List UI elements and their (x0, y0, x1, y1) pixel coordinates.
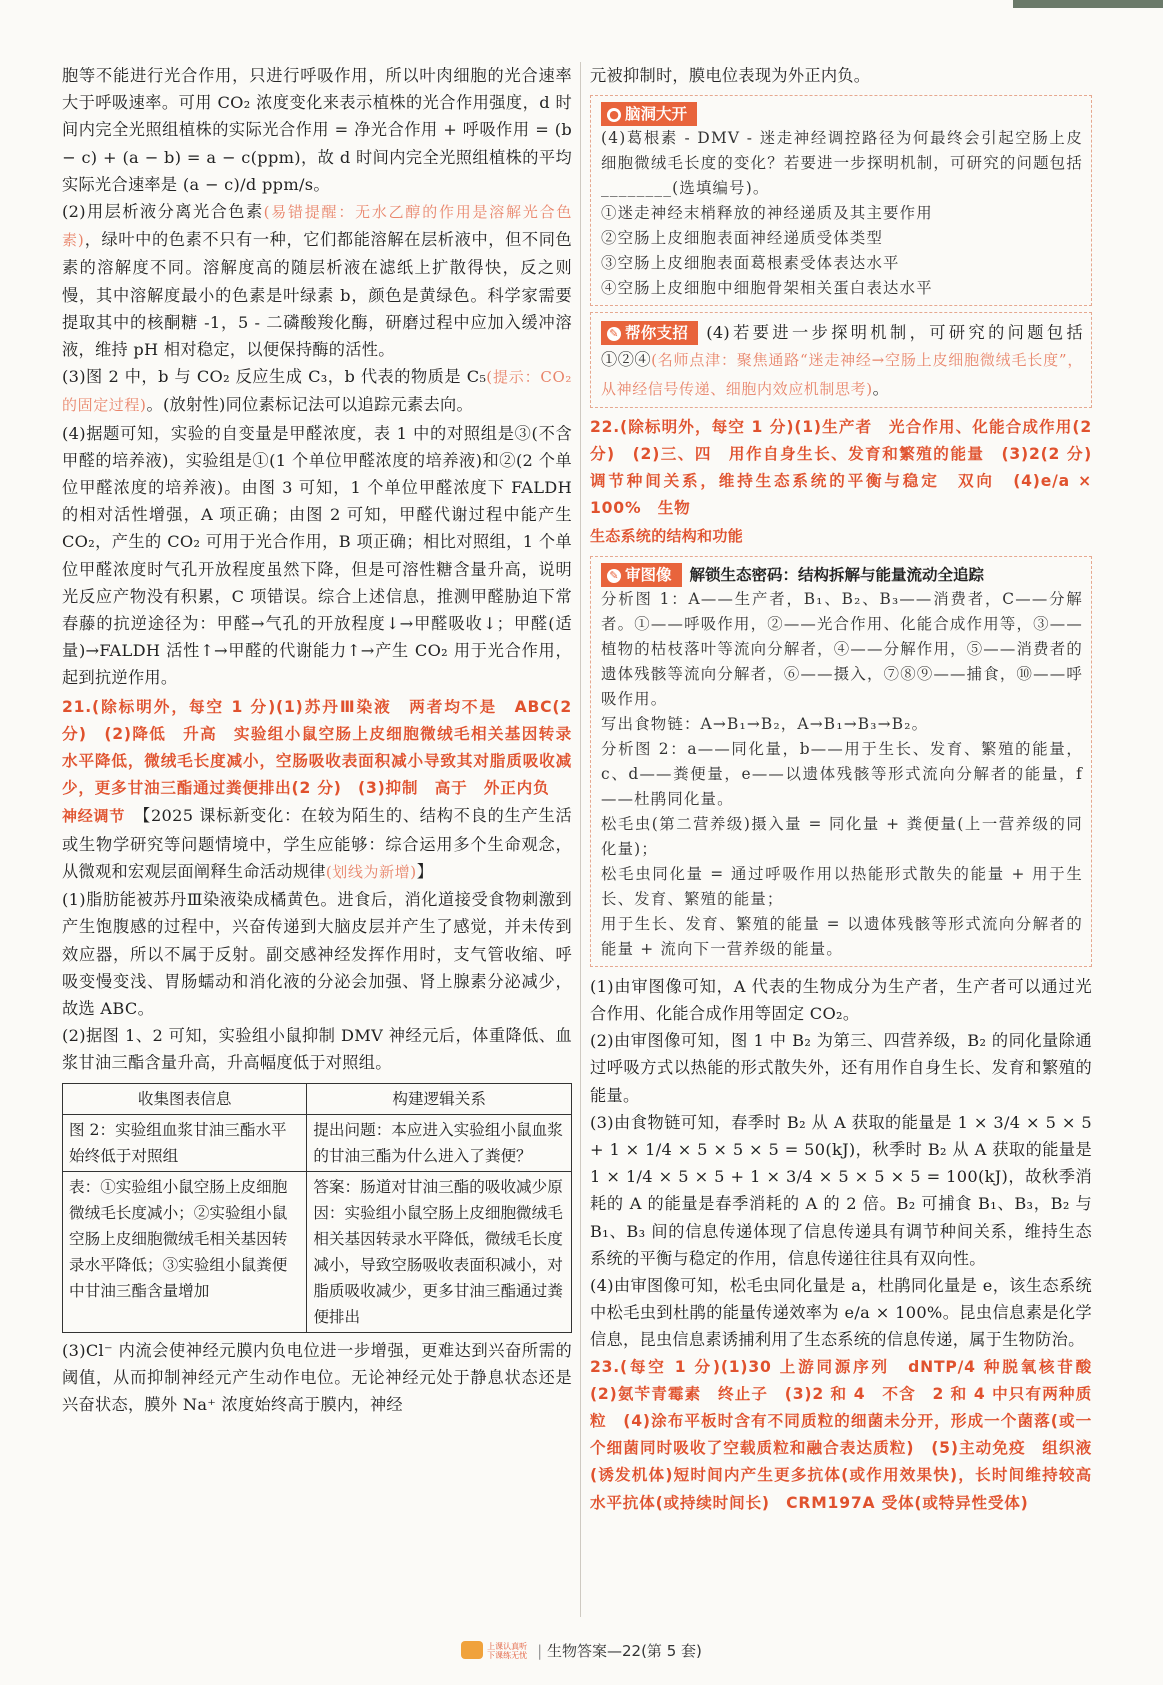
top-edge-bar (1013, 0, 1163, 8)
box-subtitle: 解锁生态密码：结构拆解与能量流动全追踪 (689, 565, 985, 584)
option-item: ①迷走神经末梢释放的神经递质及其主要作用 (601, 204, 933, 223)
tip-note: (易错提醒：无水乙醇的作用是溶解光合色素) (62, 203, 572, 250)
table-header: 收集图表信息 (63, 1083, 307, 1114)
tip-note: (提示：CO₂ 的固定过程) (62, 368, 573, 415)
logic-table (62, 1083, 572, 1333)
paragraph: (2)用层析液分离光合色素(易错提醒：无水乙醇的作用是溶解光合色素)，绿叶中的色素不只有一种，它们都能溶解在层析液中，但不同色素的溶解度不同。溶解度高的随层析液在滤纸上扩散得快，反之则慢，其中溶解度最小的色素是叶绿素 b，颜色是黄绿色。科学家需要提取其中的核酮糖 -1，5 - 二磷酸羧化酶，研磨过程中应加入缓冲溶液，维持 pH 相对稳定，以便保持酶的活性。 (62, 202, 572, 360)
paragraph: (3)Cl⁻ 内流会使神经元膜内负电位进一步增强，更难达到兴奋所需的阈值，从而抑制神经元产生动作电位。无论神经元处于静息状态还是兴奋状态，膜外 Na⁺ 浓度始终高于膜内，神经 (62, 1340, 572, 1414)
option-item: ③空肠上皮细胞表面葛根素受体表达水平 (601, 254, 900, 273)
paragraph: (4)由审图像可知，松毛虫同化量是 a，杜鹃同化量是 e，该生态系统中松毛虫到杜鹃的能量传递效率为 e/a × 100%。昆虫信息素是化学信息，昆虫信息素诱捕利用了生态系统的信息传递，属于生物防治。 (590, 1276, 1092, 1350)
box-header: ✎ 帮你支招 (601, 321, 698, 345)
table-cell: 答案：肠道对甘油三酯的吸收减少原因：实验组小鼠空肠上皮细胞微绒毛相关基因转录水平降低，微绒毛长度减小，导致空肠吸收表面积减小，对脂质吸收减少，更多甘油三酯通过粪便排出 (307, 1171, 572, 1332)
paragraph: (1)脂肪能被苏丹Ⅲ染液染成橘黄色。进食后，消化道接受食物刺激到产生饱腹感的过程中，兴奋传递到大脑皮层并产生了感觉，并未传到效应器，所以不属于反射。副交感神经发挥作用时，支气管收缩、呼吸变慢变浅、胃肠蠕动和消化液的分泌会加强、肾上腺素分泌减少，故选 ABC。 (62, 890, 572, 1018)
option-item: ②空肠上皮细胞表面神经递质受体类型 (601, 229, 884, 248)
paragraph: 胞等不能进行光合作用，只进行呼吸作用，所以叶肉细胞的光合速率大于呼吸速率。可用 CO₂ 浓度变化来表示植株的光合作用强度，d 时间内完全光照组植株的实际光合作用 = 净光合作用 + 呼吸作用 = (b − c) + (a − b) = a − c(ppm)，故 d 时间内完全光照组植株的平均实际光合速率是 (a − c)/d ppm/s。 (62, 66, 572, 194)
bulb-icon: ● (607, 108, 621, 122)
left-column (62, 62, 572, 1418)
hint-box (590, 312, 1092, 408)
box-text: 分析图 1：A——生产者，B₁、B₂、B₃——消费者，C——分解者。①——呼吸作用，②——光合作用、化能合成作用等，③——植物的枯枝落叶等流向分解者，④——分解作用，⑤——消费者的遗体残骸等流向分解者，⑥——摄入，⑦⑧⑨——捕食，⑩——呼吸作用。 (601, 589, 1083, 708)
paragraph: (3)由食物链可知，春季时 B₂ 从 A 获取的能量是 1 × 3/4 × 5 × 5 + 1 × 1/4 × 5 × 5 × 5 = 50(kJ)，秋季时 B₂ 从 A 获取的能量是 1 × 1/4 × 5 × 5 + 1 × 3/4 × 5 × 5 × 5 = 100(kJ)，故秋季消耗的 A 的能量是春季消耗的 A 的 2 倍。B₂ 可捕食 B₁、B₃，B₂ 与 B₁、B₃ 间的信息传递体现了信息传递具有调节种间关系，维持生态系统的平衡与稳定的作用，信息传递往往具有双向性。 (590, 1112, 1092, 1268)
topic-tag: 神经调节 (62, 807, 126, 826)
brainstorm-box (590, 95, 1092, 306)
pencil-icon: ✎ (607, 569, 621, 583)
box-header: ● 脑洞大开 (601, 102, 697, 126)
box-text: 分析图 2：a——同化量，b——用于生长、发育、繁殖的能量，c、d——粪便量，e——以遗体残骸等形式流向分解者的能量，f——杜鹃同化量。 (601, 739, 1083, 808)
answer-23: 23.(每空 1 分)(1)30 上游同源序列 dNTP/4 种脱氧核苷酸 (2)氨苄青霉素 终止子 (3)2 和 4 不含 2 和 4 中只有两种质粒 (4)涂布平板时含有不同质粒的细菌未分开，形成一个菌落(或一个细菌同时吸收了空载质粒和融合表达质粒) (5)主动免疫 组织液 (诱发机体)短时间内产生更多抗体(或作用效果快)，长时间维持较高水平抗体(或持续时间长) CRM197A 受体(或特异性受体) (590, 1357, 1109, 1512)
right-column (590, 62, 1109, 1517)
answer-22: 22.(除标明外，每空 1 分)(1)生产者 光合作用、化能合成作用(2 分) (2)三、四 用作自身生长、发育和繁殖的能量 (3)2(2 分) 调节种间关系，维持生态系统的平衡与稳定 双向 (4)e/a × 100% 生物 (590, 417, 1109, 518)
paragraph: (4)据题可知，实验的自变量是甲醛浓度，表 1 中的对照组是③(不含甲醛的培养液)，实验组是①(1 个单位甲醛浓度的培养液)和②(2 个单位甲醛浓度的培养液)。由图 3 可知，1 个单位甲醛浓度下 FALDH 的相对活性增强，A 项正确；由图 2 可知，甲醛代谢过程中能产生 CO₂，产生的 CO₂ 可用于光合作用，B 项正确；相比对照组，1 个单位甲醛浓度时气孔开放程度虽然下降，但是可溶性糖含量升高，说明光反应产物没有积累，C 项错误。综合上述信息，推测甲醛胁迫下常春藤的抗逆途径为：甲醛→气孔的开放程度↓→甲醛吸收↓；甲醛(适量)→FALDH 活性↑→甲醛的代谢能力↑→产生 CO₂ 用于光合作用，起到抗逆作用。 (62, 423, 572, 688)
figure-review-box (590, 556, 1092, 967)
tip-note: (名师点津：聚焦通路“迷走神经→空肠上皮细胞微绒毛长度”，从神经信号传递、细胞内效应机制思考) (601, 351, 1083, 398)
paragraph: (1)由审图像可知，A 代表的生物成分为生产者，生产者可以通过光合作用、化能合成作用等固定 CO₂。 (590, 976, 1092, 1024)
box-text: (4)葛根素 - DMV - 迷走神经调控路径为何最终会引起空肠上皮细胞微绒毛长度的变化？若要进一步探明机制，可研究的问题包括________(选填编号)。 (601, 129, 1083, 198)
box-text: 松毛虫(第二营养级)摄入量 = 同化量 + 粪便量(上一营养级的同化量)； (601, 814, 1083, 858)
paragraph: (2)据图 1、2 可知，实验组小鼠抑制 DMV 神经元后，体重降低、血浆甘油三酯含量升高，升高幅度低于对照组。 (62, 1026, 572, 1073)
paragraph: 元被抑制时，膜电位表现为外正内负。 (590, 66, 871, 85)
table-cell: 图 2：实验组血浆甘油三酯水平始终低于对照组 (63, 1114, 307, 1171)
table-header: 构建逻辑关系 (307, 1083, 572, 1114)
option-item: ④空肠上皮细胞中细胞骨架相关蛋白表达水平 (601, 279, 933, 298)
page-footer: 上课认真听 下课练无忧 | 生物答案—22(第 5 套) (0, 1640, 1163, 1661)
brand-logo-icon (461, 1641, 483, 1659)
paragraph: (3)图 2 中，b 与 CO₂ 反应生成 C₃，b 代表的物质是 C₅(提示：CO₂ 的固定过程)。(放射性)同位素标记法可以追踪元素去向。 (62, 367, 573, 415)
paragraph: (2)由审图像可知，图 1 中 B₂ 为第三、四营养级，B₂ 的同化量除通过呼吸方式以热能的形式散失外，还有用作自身生长、发育和繁殖的能量。 (590, 1031, 1092, 1105)
pencil-icon: ✎ (607, 327, 621, 341)
paragraph: 神经调节 【2025 课标新变化：在较为陌生的、结构不良的生产生活或生物学研究等问题情境中，学生应能够：综合运用多个生命观念，从微观和宏观层面阐释生命活动规律(划线为新增)】 (62, 806, 572, 881)
table-cell: 表：①实验组小鼠空肠上皮细胞微绒毛长度减小；②实验组小鼠空肠上皮细胞微绒毛相关基因转录水平降低；③实验组小鼠粪便中甘油三酯含量增加 (63, 1171, 307, 1332)
box-header: ✎ 审图像 (601, 563, 682, 587)
table-cell: 提出问题：本应进入实验组小鼠血浆的甘油三酯为什么进入了粪便？ (307, 1114, 572, 1171)
column-divider (580, 62, 581, 1617)
brand-slogan: 上课认真听 下课练无忧 (487, 1642, 528, 1660)
box-text: 松毛虫同化量 = 通过呼吸作用以热能形式散失的能量 + 用于生长、发育、繁殖的能量； (601, 864, 1083, 908)
topic-tag: 生态系统的结构和功能 (590, 526, 744, 545)
box-text: ✎ 帮你支招 (4)若要进一步探明机制，可研究的问题包括①②④(名师点津：聚焦通路“迷走神经→空肠上皮细胞微绒毛长度”，从神经信号传递、细胞内效应机制思考)。 (601, 323, 1083, 398)
answer-21: 21.(除标明外，每空 1 分)(1)苏丹Ⅲ染液 两者均不是 ABC(2 分) (2)降低 升高 实验组小鼠空肠上皮细胞微绒毛相关基因转录水平降低，微绒毛长度减小，空肠吸收表面积减小导致其对脂质吸收减少，更多甘油三酯通过粪便排出(2 分) (3)抑制 高于 外正内负 (62, 697, 572, 798)
page-number-label: 生物答案—22(第 5 套) (546, 1642, 702, 1660)
box-text: 写出食物链：A→B₁→B₂，A→B₁→B₃→B₂。 (601, 714, 929, 733)
box-text: 用于生长、发育、繁殖的能量 = 以遗体残骸等形式流向分解者的能量 + 流向下一营养级的能量。 (601, 914, 1083, 958)
